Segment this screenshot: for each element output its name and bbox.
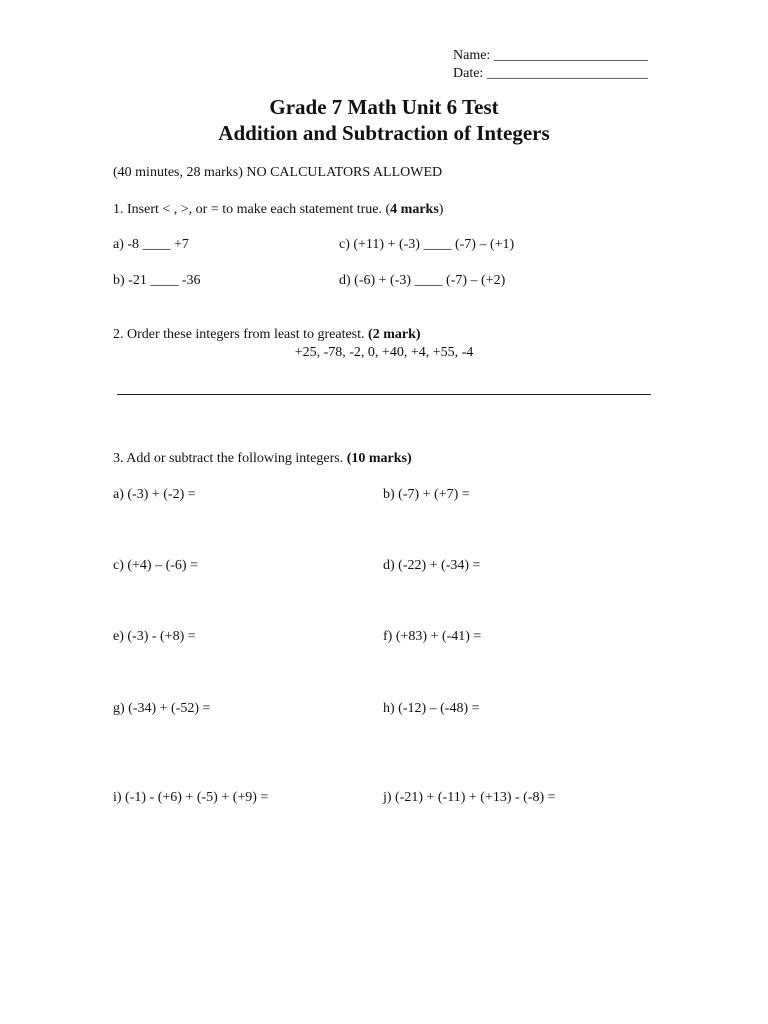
question-1-marks: 4 marks [390,202,439,217]
question-1d: d) (-6) + (-3) ____ (-7) – (+2) [339,273,506,288]
question-3e: e) (-3) - (+8) = [113,629,196,644]
question-1b: b) -21 ____ -36 [113,273,201,288]
question-3-prompt [113,451,412,467]
question-1c: c) (+11) + (-3) ____ (-7) – (+1) [339,237,515,252]
question-2-marks: (2 mark) [368,327,421,342]
question-3b: b) (-7) + (+7) = [383,487,470,502]
date-field-label: Date: _______________________ [453,66,648,81]
question-3f: f) (+83) + (-41) = [383,629,482,644]
question-2-text: 2. Order these integers from least to greatest. [113,327,369,342]
page-title: Grade 7 Math Unit 6 Test [269,95,499,119]
question-1-text: 1. Insert < , >, or = to make each statement true. ( [113,202,391,217]
question-3j: j) (-21) + (-11) + (+13) - (-8) = [383,790,556,805]
integer-list: +25, -78, -2, 0, +40, +4, +55, -4 [294,345,474,360]
question-3c: c) (+4) – (-6) = [113,558,198,573]
page-subtitle: Addition and Subtraction of Integers [218,121,550,145]
answer-line [117,394,651,395]
question-1-prompt [113,202,443,218]
question-3i: i) (-1) - (+6) + (-5) + (+9) = [113,790,269,805]
question-2-prompt [113,327,421,343]
test-instructions: (40 minutes, 28 marks) NO CALCULATORS ALLOWED [113,165,443,180]
question-3d: d) (-22) + (-34) = [383,558,481,573]
question-3-text: 3. Add or subtract the following integers. [113,451,347,466]
name-field-label: Name: ______________________ [453,48,648,63]
question-3a: a) (-3) + (-2) = [113,487,196,502]
question-1a: a) -8 ____ +7 [113,237,189,252]
question-3h: h) (-12) – (-48) = [383,701,480,716]
question-1-close: ) [438,202,444,217]
question-3g: g) (-34) + (-52) = [113,701,211,716]
question-3-marks: (10 marks) [346,451,412,466]
